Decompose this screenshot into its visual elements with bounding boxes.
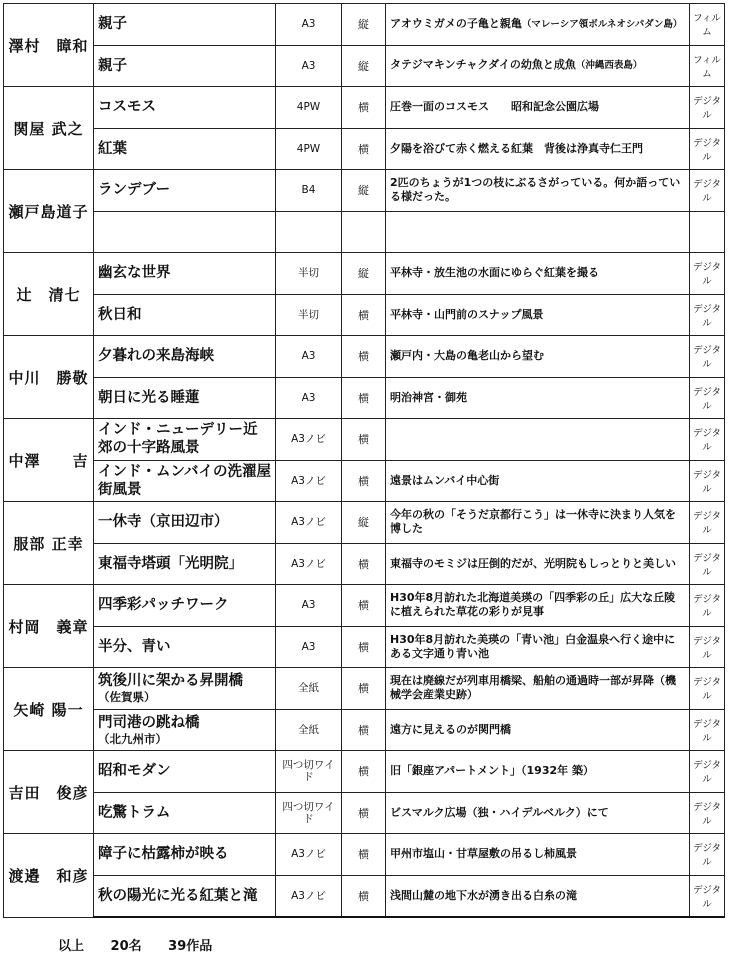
orientation: 横 xyxy=(342,792,386,834)
table-row xyxy=(4,294,725,336)
work-title-cell xyxy=(94,709,276,751)
photographer-name: 辻 清七 xyxy=(4,253,94,336)
work-description: 平林寺・放生池の水面にゆらぐ紅葉を撮る xyxy=(390,266,599,280)
work-title: インド・ムンバイの洗濯屋街風景 xyxy=(98,463,271,498)
print-size: B4 xyxy=(276,170,342,212)
work-title: 幽玄な世界 xyxy=(98,265,171,282)
orientation: 横 xyxy=(342,875,386,917)
work-title-cell xyxy=(94,460,276,502)
print-size: A3 xyxy=(276,336,342,378)
work-title: コスモス xyxy=(98,99,156,116)
table-row xyxy=(4,87,725,129)
medium: デジタル xyxy=(690,751,725,793)
table-row xyxy=(4,875,725,917)
work-description-cell xyxy=(386,87,690,129)
work-title: 親子 xyxy=(98,16,127,33)
work-title-cell xyxy=(94,585,276,627)
work-description: 現在は廃線だが列車用橋梁、船舶の通過時一部が昇降（機械学会産業史跡） xyxy=(390,674,676,702)
work-description-note: （マレーシア領ボルネオシパダン島） xyxy=(521,18,683,30)
print-size: 4PW xyxy=(276,128,342,170)
medium: デジタル xyxy=(690,709,725,751)
orientation: 横 xyxy=(342,585,386,627)
photographer-name: 澤村 瞕和 xyxy=(4,4,94,87)
medium: デジタル xyxy=(690,875,725,917)
work-description-cell xyxy=(386,211,690,253)
work-description-cell xyxy=(386,336,690,378)
table-row xyxy=(4,170,725,212)
work-title-cell xyxy=(94,4,276,46)
print-size xyxy=(276,211,342,253)
print-size: A3 xyxy=(276,45,342,87)
medium: フィルム xyxy=(690,45,725,87)
print-size: 四つ切ワイド xyxy=(276,792,342,834)
work-description-cell xyxy=(386,668,690,710)
table-row xyxy=(4,751,725,793)
orientation: 横 xyxy=(342,377,386,419)
print-size: A3 xyxy=(276,4,342,46)
work-description-cell xyxy=(386,502,690,544)
orientation: 横 xyxy=(342,668,386,710)
medium: デジタル xyxy=(690,460,725,502)
work-title-location: （北九州市） xyxy=(98,731,167,746)
work-title-cell xyxy=(94,626,276,668)
photographer-name: 中川 勝敬 xyxy=(4,336,94,419)
medium: デジタル xyxy=(690,336,725,378)
work-title-cell xyxy=(94,502,276,544)
work-description: 圧巻一面のコスモス 昭和記念公園広場 xyxy=(390,100,599,114)
orientation: 横 xyxy=(342,336,386,378)
work-title: 四季彩パッチワーク xyxy=(98,597,229,614)
medium: デジタル xyxy=(690,294,725,336)
print-size: 全紙 xyxy=(276,668,342,710)
orientation: 横 xyxy=(342,834,386,876)
work-description: 瀬戸内・大島の亀老山から望む xyxy=(390,349,544,363)
table-row xyxy=(4,336,725,378)
print-size: A3 xyxy=(276,585,342,627)
work-title-cell xyxy=(94,294,276,336)
work-description: 甲州市塩山・甘草屋敷の吊るし柿風景 xyxy=(390,847,577,861)
print-size: A3ノビ xyxy=(276,875,342,917)
table-row xyxy=(4,45,725,87)
medium: デジタル xyxy=(690,128,725,170)
work-title: 昭和モダン xyxy=(98,763,171,780)
print-size: 4PW xyxy=(276,87,342,129)
work-title-cell xyxy=(94,170,276,212)
orientation: 横 xyxy=(342,128,386,170)
print-size: A3ノビ xyxy=(276,834,342,876)
work-title: 筑後川に架かる昇開橋 xyxy=(98,673,243,690)
medium: デジタル xyxy=(690,253,725,295)
table-row xyxy=(4,377,725,419)
work-description-cell xyxy=(386,128,690,170)
work-description-cell xyxy=(386,543,690,585)
medium: デジタル xyxy=(690,87,725,129)
work-title: 半分、青い xyxy=(98,638,171,655)
medium xyxy=(690,211,725,253)
print-size: 半切 xyxy=(276,253,342,295)
print-size: A3 xyxy=(276,626,342,668)
photographer-name: 渡邉 和彦 xyxy=(4,834,94,918)
work-description: アオウミガメの子亀と親亀 xyxy=(390,16,522,30)
medium: デジタル xyxy=(690,170,725,212)
medium: デジタル xyxy=(690,668,725,710)
work-description-cell xyxy=(386,170,690,212)
work-description-note: （沖縄西表島） xyxy=(575,60,643,72)
orientation: 縦 xyxy=(342,45,386,87)
medium: デジタル xyxy=(690,626,725,668)
table-row xyxy=(4,128,725,170)
work-description: 遠景はムンバイ中心街 xyxy=(390,473,500,487)
medium: フィルム xyxy=(690,4,725,46)
medium: デジタル xyxy=(690,419,725,461)
work-description-cell xyxy=(386,709,690,751)
work-description-cell xyxy=(386,751,690,793)
work-title: 吃驚トラム xyxy=(98,804,171,821)
orientation: 横 xyxy=(342,751,386,793)
orientation: 縦 xyxy=(342,502,386,544)
orientation: 縦 xyxy=(342,170,386,212)
footer-label: 以上 xyxy=(58,939,85,954)
work-description-cell xyxy=(386,419,690,461)
medium: デジタル xyxy=(690,585,725,627)
table-row xyxy=(4,543,725,585)
orientation: 横 xyxy=(342,460,386,502)
work-title: インド・ニューデリー近郊の十字路風景 xyxy=(98,422,258,457)
work-description: 浅間山麓の地下水が湧き出る白糸の滝 xyxy=(390,888,577,902)
work-title-cell xyxy=(94,875,276,917)
table-row xyxy=(4,709,725,751)
work-description-cell xyxy=(386,45,690,87)
table-row xyxy=(4,668,725,710)
orientation: 横 xyxy=(342,419,386,461)
photographer-name: 矢崎 陽一 xyxy=(4,668,94,751)
work-title-cell xyxy=(94,336,276,378)
medium: デジタル xyxy=(690,792,725,834)
work-title-cell xyxy=(94,128,276,170)
work-title-cell xyxy=(94,419,276,461)
print-size: A3ノビ xyxy=(276,543,342,585)
work-description: 遠方に見えるのが関門橋 xyxy=(390,722,511,736)
footer-works-count: 39作品 xyxy=(168,939,213,954)
orientation: 横 xyxy=(342,543,386,585)
work-title-cell xyxy=(94,45,276,87)
footer-summary xyxy=(58,935,234,954)
work-description-cell xyxy=(386,4,690,46)
medium: デジタル xyxy=(690,377,725,419)
photographer-name: 中澤 吉 xyxy=(4,419,94,502)
orientation xyxy=(342,211,386,253)
work-title: 夕暮れの来島海峡 xyxy=(98,348,214,365)
work-description: 夕陽を浴びて赤く燃える紅葉 背後は浄真寺仁王門 xyxy=(390,141,643,155)
work-title-cell xyxy=(94,668,276,710)
work-title-cell xyxy=(94,543,276,585)
work-description: 平林寺・山門前のスナップ風景 xyxy=(390,307,544,321)
work-description-cell xyxy=(386,377,690,419)
medium: デジタル xyxy=(690,834,725,876)
work-description-cell xyxy=(386,460,690,502)
work-title: 障子に枯露柿が映る xyxy=(98,846,229,863)
work-title: 一休寺（京田辺市） xyxy=(98,514,229,531)
print-size: 四つ切ワイド xyxy=(276,751,342,793)
work-description: 旧「銀座アパートメント」（1932年 築） xyxy=(390,764,594,778)
work-description: 東福寺のモミジは圧倒的だが、光明院もしっとりと美しい xyxy=(390,556,676,570)
print-size: 半切 xyxy=(276,294,342,336)
work-description-cell xyxy=(386,253,690,295)
orientation: 縦 xyxy=(342,253,386,295)
print-size: A3ノビ xyxy=(276,460,342,502)
work-title: 紅葉 xyxy=(98,140,127,157)
work-description-cell xyxy=(386,585,690,627)
work-title: 朝日に光る睡蓮 xyxy=(98,389,200,406)
orientation: 縦 xyxy=(342,4,386,46)
medium: デジタル xyxy=(690,502,725,544)
table-row xyxy=(4,460,725,502)
exhibition-works-table xyxy=(3,3,725,918)
photographer-name: 瀬戸島道子 xyxy=(4,170,94,253)
table-row xyxy=(4,419,725,461)
work-description-cell xyxy=(386,626,690,668)
table-row xyxy=(4,502,725,544)
table-row xyxy=(4,792,725,834)
work-title: 門司港の跳ね橋 xyxy=(98,714,200,731)
photographer-name: 村岡 義章 xyxy=(4,585,94,668)
work-description-cell xyxy=(386,294,690,336)
table-row xyxy=(4,4,725,46)
photographer-name: 吉田 俊彦 xyxy=(4,751,94,834)
orientation: 横 xyxy=(342,87,386,129)
work-title: 親子 xyxy=(98,57,127,74)
table-row xyxy=(4,211,725,253)
work-title: ランデブー xyxy=(98,182,171,199)
work-description: H30年8月訪れた北海道美瑛の「四季彩の丘」広大な丘陵に植えられた草花の彩りが見事 xyxy=(390,591,676,619)
work-title-cell xyxy=(94,377,276,419)
work-title-cell xyxy=(94,792,276,834)
work-description: タテジマキンチャクダイの幼魚と成魚 xyxy=(390,58,576,72)
work-title-cell xyxy=(94,87,276,129)
photographer-name: 服部 正幸 xyxy=(4,502,94,585)
orientation: 横 xyxy=(342,709,386,751)
medium: デジタル xyxy=(690,543,725,585)
table-row xyxy=(4,253,725,295)
work-description: 明治神宮・御苑 xyxy=(390,390,467,404)
print-size: A3ノビ xyxy=(276,419,342,461)
work-description-cell xyxy=(386,834,690,876)
work-title-cell xyxy=(94,253,276,295)
work-title-cell xyxy=(94,211,276,253)
work-description-cell xyxy=(386,875,690,917)
table-row xyxy=(4,585,725,627)
work-title-location: （佐賀県） xyxy=(98,690,156,705)
table-row xyxy=(4,834,725,876)
print-size: A3ノビ xyxy=(276,502,342,544)
work-title-cell xyxy=(94,834,276,876)
work-description-cell xyxy=(386,792,690,834)
work-title: 秋の陽光に光る紅葉と滝 xyxy=(98,887,258,904)
work-title: 秋日和 xyxy=(98,306,142,323)
work-description: ビスマルク広場（独・ハイデルベルク）にて xyxy=(390,805,609,819)
work-description: 2匹のちょうが1つの枝にぶるさがっている。何か語っている様だった。 xyxy=(390,176,681,204)
print-size: 全紙 xyxy=(276,709,342,751)
footer-people-count: 20名 xyxy=(110,939,142,954)
photographer-name: 関屋 武之 xyxy=(4,87,94,170)
orientation: 横 xyxy=(342,294,386,336)
print-size: A3 xyxy=(276,377,342,419)
table-row xyxy=(4,626,725,668)
work-title-cell xyxy=(94,751,276,793)
work-title: 東福寺塔頭「光明院」 xyxy=(98,555,243,572)
works-table-body xyxy=(4,4,725,918)
orientation: 横 xyxy=(342,626,386,668)
work-description: H30年8月訪れた美瑛の「青い池」白金温泉へ行く途中にある文字通り青い池 xyxy=(390,632,676,660)
work-description: 今年の秋の「そうだ京都行こう」は一休寺に決まり人気を博した xyxy=(390,508,676,536)
